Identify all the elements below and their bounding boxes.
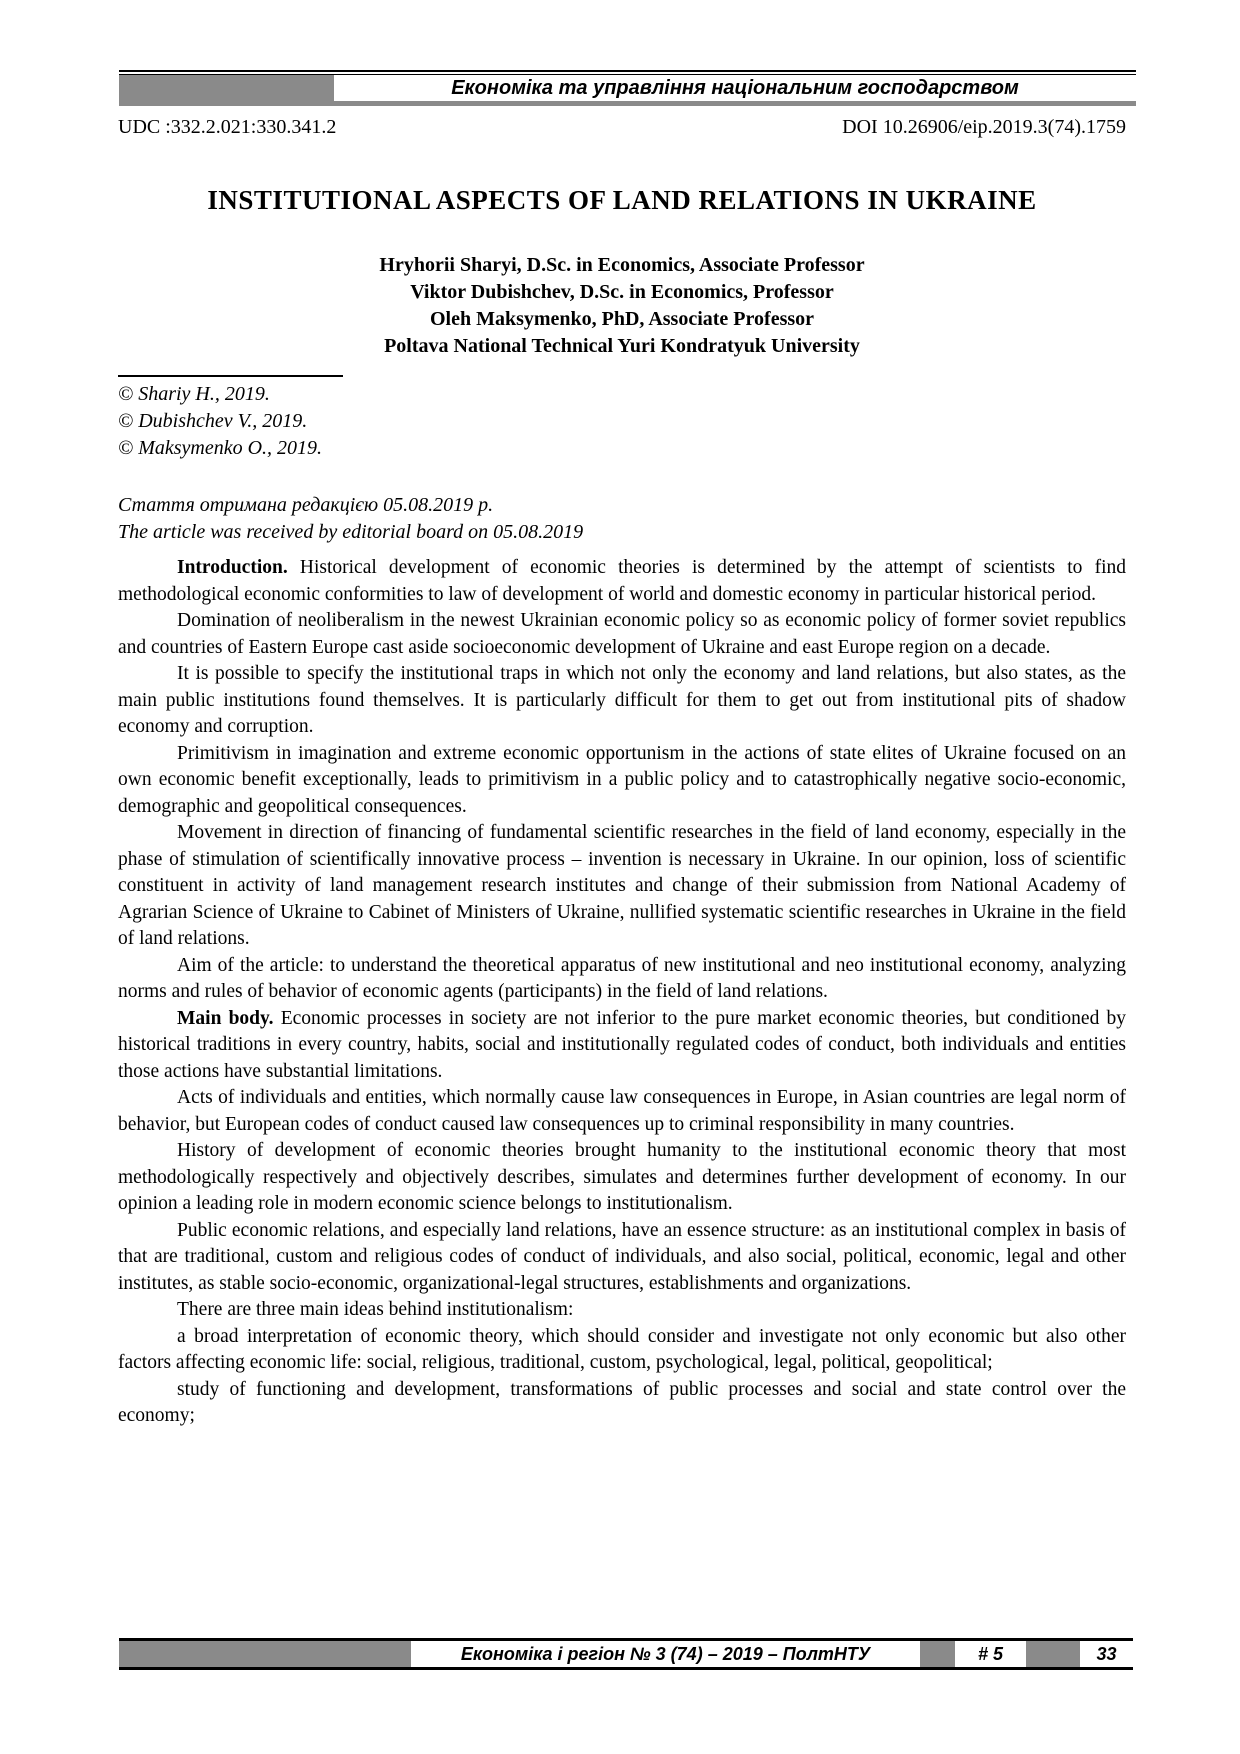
meta-row [118,116,1126,138]
doi-code: DOI 10.26906/eip.2019.3(74).1759 [842,116,1126,138]
footer-gray-block-3 [1026,1641,1080,1667]
copyright-line-3: © Maksymenko O., 2019. [118,437,323,459]
header-bar [119,75,1136,101]
body-paragraph [118,1006,1126,1086]
header-gray-underline [119,101,1136,106]
paragraph-text: There are three main ideas behind institutionalism: [177,1299,574,1320]
paragraph-text: History of development of economic theories brought humanity to the institutional economic theory that most methodologically respectively and objectively describes, simulates and determines further development of economy. In our opinion a leading role in modern economic science belongs to institutionalism. [118,1140,1126,1214]
footer-gray-block-1 [119,1641,411,1667]
paragraph-lead: Main body. [177,1007,274,1029]
paragraph-text: study of functioning and development, transformations of public processes and social and state control over the economy; [118,1378,1126,1426]
copyright-line-2: © Dubishchev V., 2019. [118,410,308,432]
body-paragraph [118,1324,1126,1377]
paragraph-text: Historical development of economic theories is determined by the attempt of scientists to find methodological economic conformities to law of development of world and domestic economy in particular historical period. [118,557,1126,605]
copyright-block [118,375,343,462]
paragraph-text: Public economic relations, and especially land relations, have an essence structure: as an institutional complex in basis of that are traditional, custom and religious codes of conduct of individuals, and also social, political, economic, legal and other institutes, as stable socio-economic, organizational-legal structures, establishments and organizations. [118,1219,1126,1294]
footer-issue-number: # 5 [955,1641,1026,1667]
paragraph-text: Aim of the article: to understand the theoretical apparatus of new institutional and neo institutional economy, analyzing norms and rules of behavior of economic agents (participants) in the field of land relations. [118,954,1126,1002]
paragraph-text: a broad interpretation of economic theory, which should consider and investigate not only economic but also other factors affecting economic life: social, religious, traditional, custom, psychological, legal, political, geopolitical; [118,1325,1126,1373]
body-paragraph [118,1138,1126,1218]
body-paragraph [118,1297,1126,1324]
header-gray-block [119,75,334,101]
paragraph-text: Domination of neoliberalism in the newest Ukrainian economic policy so as economic policy of former soviet republics and countries of Eastern Europe cast aside socioeconomic development of Ukraine and east Europe region on a decade. [118,610,1126,658]
footer-bar [119,1638,1133,1670]
paragraph-text: Economic processes in society are not inferior to the pure market economic theories, but conditioned by historical traditions in every country, habits, social and institutionally regulated codes of conduct, both individuals and entities those actions have substantial limitations. [118,1007,1126,1082]
body-paragraph [118,953,1126,1006]
body-paragraph [118,608,1126,661]
author-line-2: Viktor Dubishchev, D.Sc. in Economics, Professor [410,281,834,303]
body-paragraph [118,1085,1126,1138]
author-line-3: Oleh Maksymenko, PhD, Associate Professor [429,308,815,330]
received-date-en: The article was received by editorial board on 05.08.2019 [118,521,584,543]
article-title: INSTITUTIONAL ASPECTS OF LAND RELATIONS IN UKRAINE [207,185,1037,215]
author-line-1: Hryhorii Sharyi, D.Sc. in Economics, Associate Professor [379,254,865,276]
body-paragraph [118,820,1126,953]
body-paragraph [118,1218,1126,1298]
paragraph-text: It is possible to specify the institutional traps in which not only the economy and land relations, but also states, as the main public institutions found themselves. It is particularly difficult for them to get out from institutional pits of shadow economy and corruption. [118,663,1126,737]
footer-page-number: 33 [1080,1641,1133,1667]
paragraph-text: Primitivism in imagination and extreme economic opportunism in the actions of state elites of Ukraine focused on an own economic benefit exceptionally, leads to primitivism in a public policy and to catastrophically negative socio-economic, demographic and geopolitical consequences. [118,742,1126,817]
body-paragraph [118,661,1126,741]
header-section-title: Економіка та управління національним господарством [451,76,1019,99]
paragraph-text: Movement in direction of financing of fundamental scientific researches in the field of land economy, especially in the phase of stimulation of scientifically innovative process – invention is necessary in Ukraine. In our opinion, loss of scientific constituent in activity of land management research institutes and change of their submission from National Academy of Agrarian Science of Ukraine to Cabinet of Ministers of Ukraine, nullified systematic scientific researches in Ukraine in the field of land relations. [118,822,1126,949]
footer-journal-title: Економіка і регіон № 3 (74) – 2019 – ПолтНТУ [411,1641,920,1667]
copyright-line-1: © Shariy H., 2019. [118,383,270,405]
paragraph-text: Acts of individuals and entities, which normally cause law consequences in Europe, in Asian countries are legal norm of behavior, but European codes of conduct caused law consequences up to criminal responsibility in many countries. [118,1087,1126,1135]
received-block [118,492,583,546]
body-paragraph [118,555,1126,608]
received-date-uk: Стаття отримана редакцією 05.08.2019 р. [118,494,494,516]
running-header [119,70,1136,106]
body-paragraph [118,741,1126,821]
body-paragraph [118,1377,1126,1430]
udc-code: UDC :332.2.021:330.341.2 [118,116,337,138]
affiliation-line: Poltava National Technical Yuri Kondratyuk University [384,335,860,357]
running-footer [119,1638,1133,1670]
paragraph-lead: Introduction. [177,557,288,578]
footer-gray-block-2 [920,1641,955,1667]
article-body [118,555,1126,1430]
authors-block [118,252,1126,360]
footnote-rule [118,375,343,377]
